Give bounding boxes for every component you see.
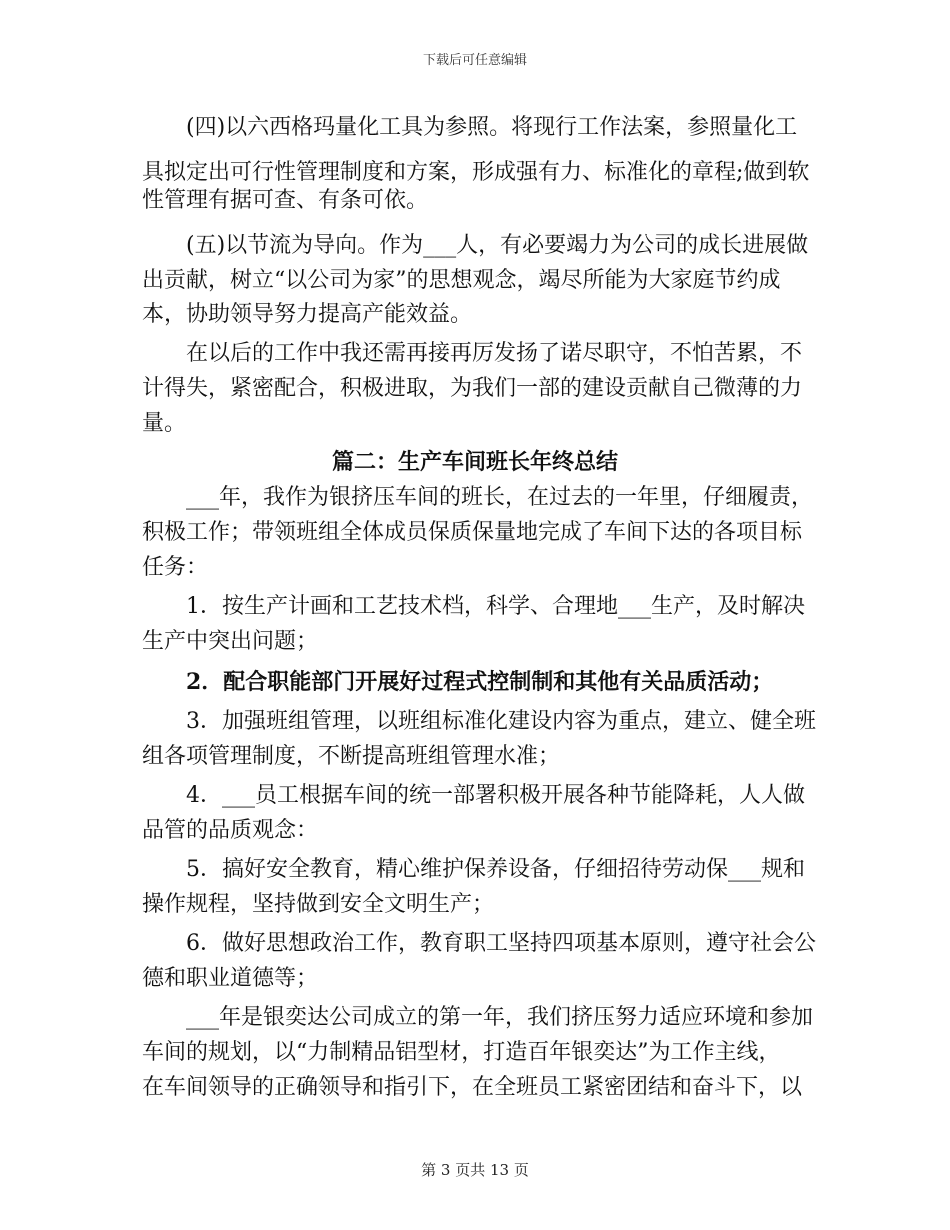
paragraph-line: 在车间领导的正确领导和指引下，在全班员工紧密团结和奋斗下，以 [142,1075,803,1100]
list-item-line: 德和职业道德等； [142,966,319,991]
section-heading: 篇二：生产车间班长年终总结 [331,449,618,475]
paragraph-line: (四)以六西格玛量化工具为参照。将现行工作法案，参照量化工 [186,115,798,140]
paragraph-line: 本，协助领导努力提高产能效益。 [142,302,473,327]
list-item-line: 5．搞好安全教育，精心维护保养设备，仔细招待劳动保___规和 [186,857,805,882]
list-item-line: 品管的品质观念： [142,818,319,843]
paragraph-line: ___年，我作为银挤压车间的班长，在过去的一年里，仔细履责， [186,485,814,510]
paragraph-line: 车间的规划，以“力制精品铝型材，打造百年银奕达”为工作主线， [142,1040,781,1065]
list-item-line: 4．___员工根据车间的统一部署积极开展各种节能降耗，人人做 [186,783,805,808]
paragraph-line: ___年是银奕达公司成立的第一年，我们挤压努力适应环境和参加 [186,1005,814,1030]
paragraph-line: 计得失，紧密配合，积极进取，为我们一部的建设贡献自己微薄的力 [142,376,803,401]
list-item-line: 2．配合职能部门开展好过程式控制制和其他有关品质活动； [186,669,774,695]
paragraph-line: 在以后的工作中我还需再接再厉发扬了诺尽职守，不怕苦累，不 [186,341,803,366]
paragraph-line: (五)以节流为导向。作为___人，有必要竭力为公司的成长进展做 [186,233,809,258]
paragraph-line: 出贡献，树立“以公司为家”的思想观念，竭尽所能为大家庭节约成 [142,268,781,293]
list-item-line: 3．加强班组管理，以班组标准化建设内容为重点，建立、健全班 [186,709,816,734]
paragraph-line: 积极工作；带领班组全体成员保质保量地完成了车间下达的各项目标 [142,520,803,545]
paragraph-line: 性管理有据可查、有条可依。 [142,188,429,213]
paragraph-line: 具拟定出可行性管理制度和方案，形成强有力、标准化的章程;做到软 [142,160,810,185]
paragraph-line: 任务： [142,555,209,580]
list-item-line: 1．按生产计画和工艺技术档，科学、合理地___生产，及时解决 [186,594,805,619]
paragraph-line: 量。 [142,411,187,436]
list-item-line: 6．做好思想政治工作，教育职工坚持四项基本原则，遵守社会公 [186,931,816,956]
page-number: 第 3 页共 13 页 [421,1161,529,1179]
list-item-line: 组各项管理制度，不断提高班组管理水准； [142,744,561,769]
list-item-line: 操作规程，坚持做到安全文明生产； [142,892,495,917]
list-item-line: 生产中突出问题； [142,629,319,654]
page-header: 下载后可任意编辑 [422,53,527,68]
